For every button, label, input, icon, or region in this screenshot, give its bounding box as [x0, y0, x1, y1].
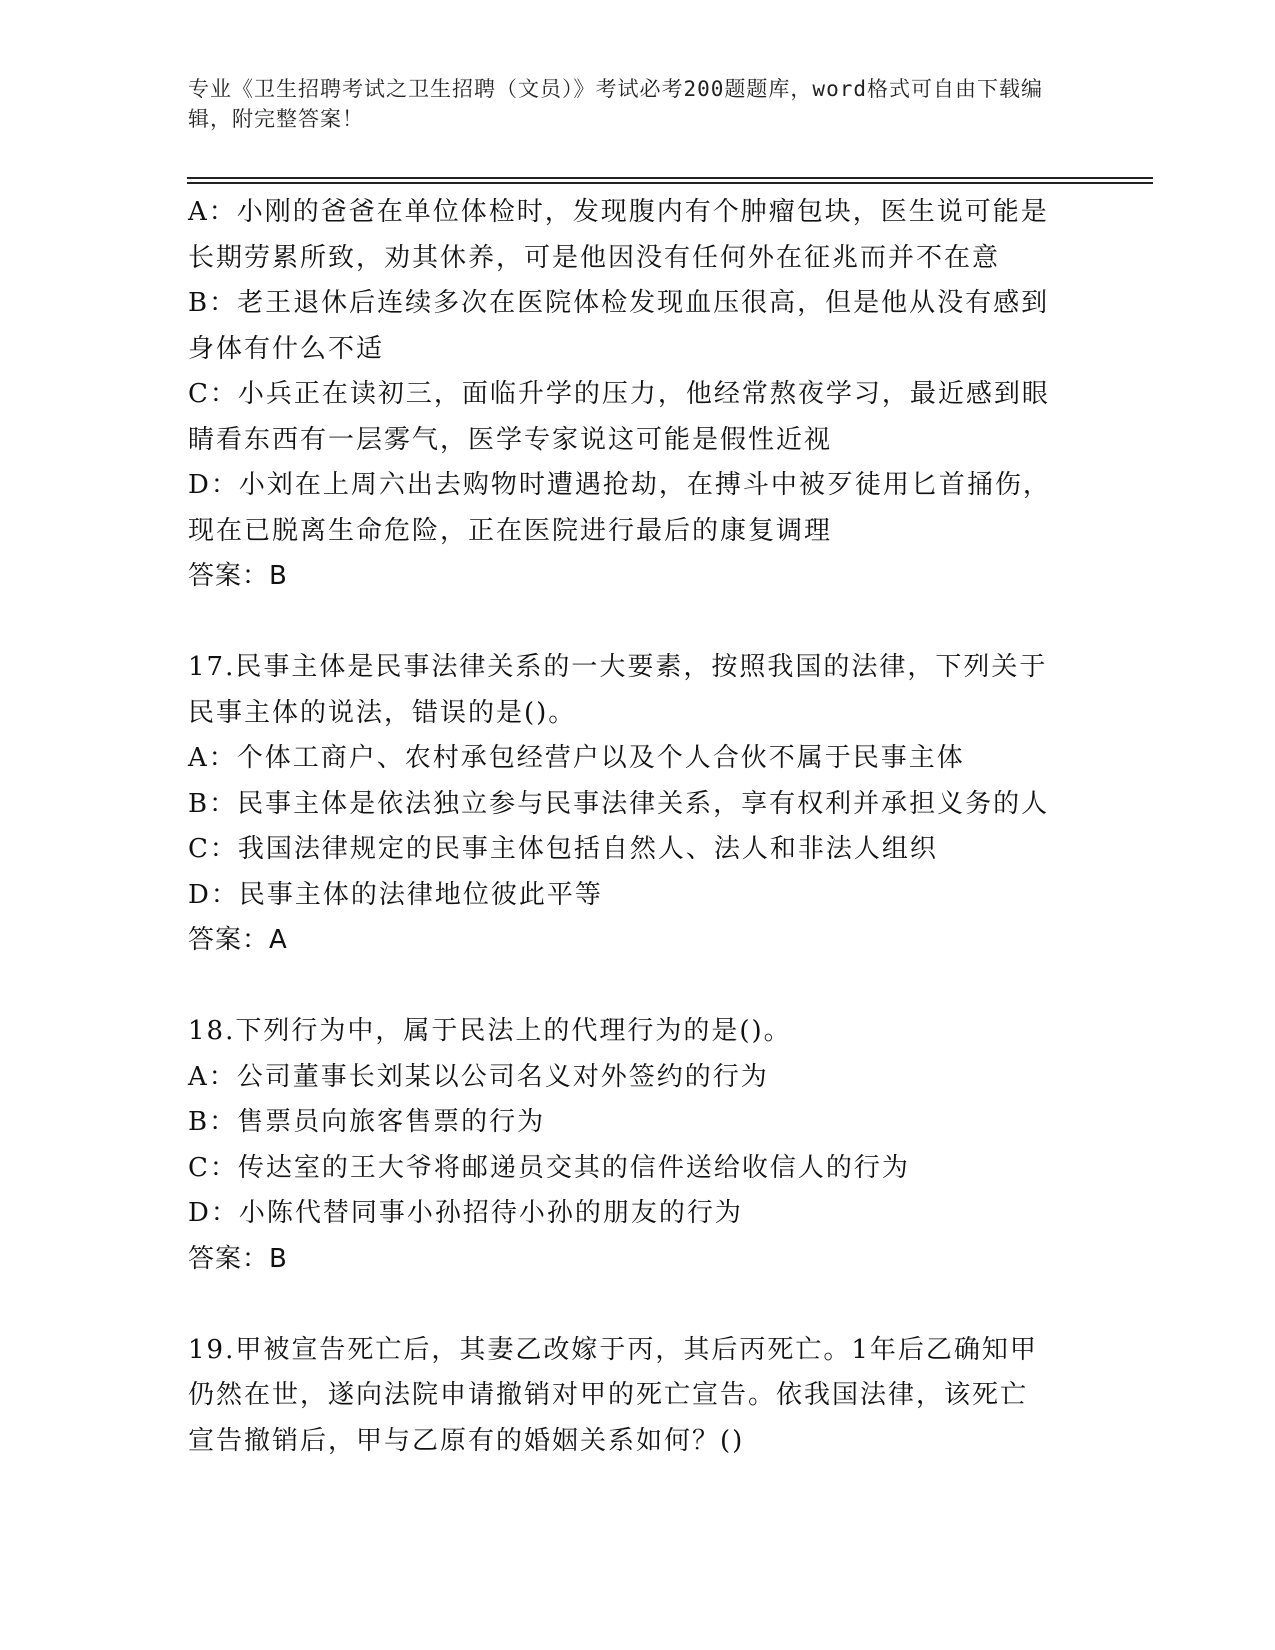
- option-a: A：公司董事长刘某以公司名义对外签约的行为: [188, 1061, 769, 1092]
- question-stem: 19.甲被宣告死亡后，其妻乙改嫁于丙，其后丙死亡。1年后乙确知甲: [188, 1334, 1038, 1365]
- answer-line: 答案：A: [188, 925, 288, 955]
- option-c: C：我国法律规定的民事主体包括自然人、法人和非法人组织: [188, 834, 938, 864]
- answer-line: 答案：B: [188, 1243, 288, 1274]
- text-line: B：老王退休后连续多次在医院体检发现血压很高，但是他从没有感到: [188, 288, 1050, 318]
- option-b: B：民事主体是依法独立参与民事法律关系，享有权利并承担义务的人: [188, 788, 1050, 819]
- question-17: [188, 645, 1088, 964]
- question-19: [188, 1328, 1088, 1465]
- option-d: D：小陈代替同事小孙招待小孙的朋友的行为: [188, 1198, 743, 1228]
- question-stem: 18.下列行为中，属于民法上的代理行为的是()。: [188, 1016, 792, 1046]
- option-b: B：售票员向旅客售票的行为: [188, 1107, 546, 1137]
- question-stem: 仍然在世，遂向法院申请撤销对甲的死亡宣告。依我国法律，该死亡: [188, 1380, 1029, 1410]
- text-line: 睛看东西有一层雾气，医学专家说这可能是假性近视: [188, 424, 833, 455]
- option-c: C：传达室的王大爷将邮递员交其的信件送给收信人的行为: [188, 1152, 910, 1183]
- header-rule-top: [187, 177, 1153, 179]
- question-stem: 17.民事主体是民事法律关系的一大要素，按照我国的法律，下列关于: [188, 652, 1048, 682]
- text-line: 现在已脱离生命危险，正在医院进行最后的康复调理: [188, 515, 833, 546]
- text-line: C：小兵正在读初三，面临升学的压力，他经常熬夜学习，最近感到眼: [188, 379, 1050, 409]
- document-body: [188, 190, 1088, 1464]
- question-stem: 民事主体的说法，错误的是()。: [188, 697, 577, 728]
- text-line: 长期劳累所致，劝其休养，可是他因没有任何外在征兆而并不在意: [188, 242, 1001, 273]
- document-header: 专业《卫生招聘考试之卫生招聘（文员）》考试必考200题题库，word格式可自由下载编辑，附完整答案！: [188, 77, 1043, 131]
- question-18: [188, 1009, 1088, 1282]
- question-stem: 宣告撤销后，甲与乙原有的婚姻关系如何？(): [188, 1425, 745, 1456]
- answer-line: 答案：B: [188, 561, 288, 591]
- text-line: A：小刚的爸爸在单位体检时，发现腹内有个肿瘤包块，医生说可能是: [188, 197, 1049, 227]
- option-a: A：个体工商户、农村承包经营户以及个人合伙不属于民事主体: [188, 743, 965, 773]
- option-d: D：民事主体的法律地位彼此平等: [188, 879, 603, 910]
- text-line: D：小刘在上周六出去购物时遭遇抢劫，在搏斗中被歹徒用匕首捅伤，: [188, 470, 1051, 500]
- text-line: 身体有什么不适: [188, 333, 385, 364]
- question-16-options: [188, 190, 1088, 600]
- header-rule-bottom: [187, 182, 1153, 184]
